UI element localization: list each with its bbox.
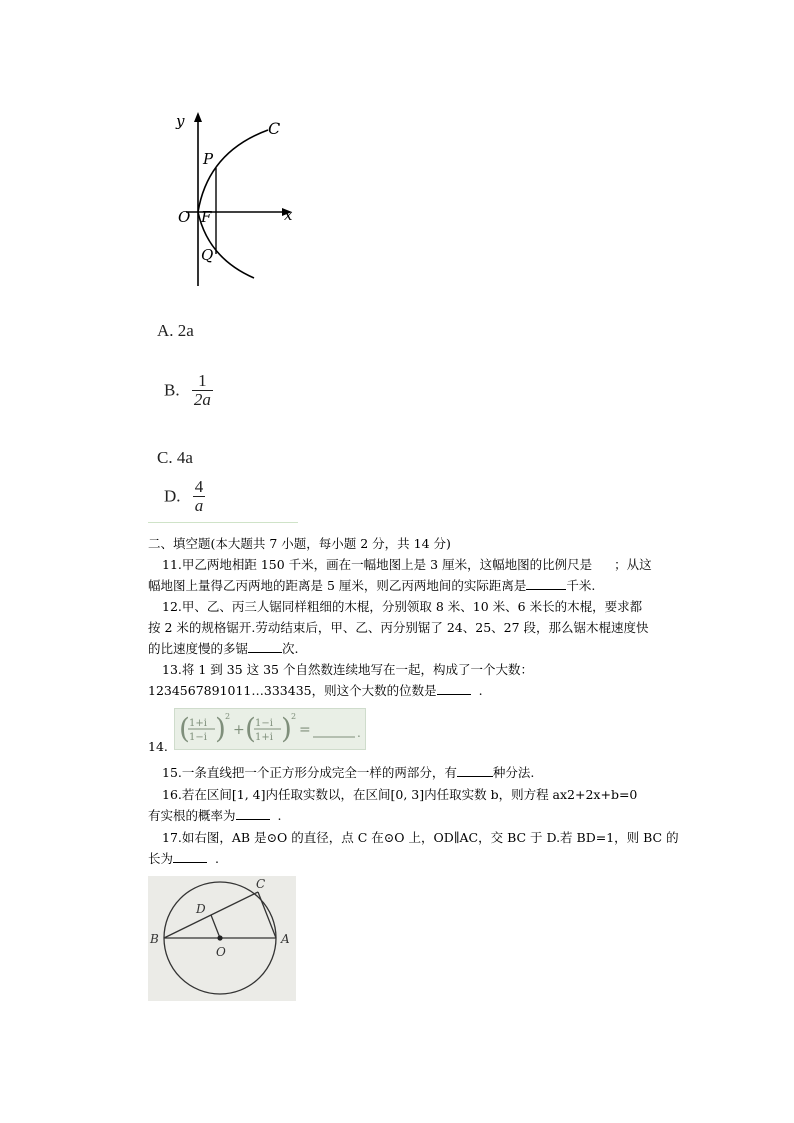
q17-blank[interactable] <box>173 849 207 863</box>
label-q: Q <box>201 246 214 264</box>
circle-figure <box>148 876 296 1001</box>
option-d-letter: D. <box>164 486 181 506</box>
q11-line2 <box>148 576 595 596</box>
q15-blank[interactable] <box>457 763 493 777</box>
label-d: D <box>196 902 206 916</box>
eq-paren-right-2: ) <box>281 712 292 745</box>
label-b: B <box>150 932 159 946</box>
option-b-numerator: 1 <box>192 372 213 391</box>
q16-blank[interactable] <box>236 806 270 820</box>
section-divider <box>148 522 298 523</box>
q13-line2 <box>148 681 483 701</box>
eq-paren-right-1: ) <box>215 712 226 745</box>
q11-text1: 11.甲乙两地相距 150 千米，画在一幅地图上是 3 厘米，这幅地图的比例尺是 <box>162 557 593 572</box>
q13-blank[interactable] <box>437 681 471 695</box>
q12-line3 <box>148 639 299 659</box>
q12-text3b: 次. <box>282 641 299 656</box>
q13-text2: 1234567891011…333435，则这个大数的位数是 <box>148 683 437 698</box>
q16-line1: 16.若在区间[1, 4]内任取实数以，在区间[0, 3]内任取实数 b，则方程 ax2+2x+b=0 <box>162 787 638 802</box>
label-x: x <box>284 206 293 224</box>
option-b-fraction <box>192 372 213 409</box>
q17-line2 <box>148 849 219 869</box>
eq-equals: = <box>299 722 311 738</box>
label-a: A <box>281 932 290 946</box>
eq-period: . <box>357 726 361 740</box>
q16-text2b: . <box>277 808 282 823</box>
q17-text2b: . <box>215 851 219 866</box>
q12-blank[interactable] <box>248 639 282 653</box>
option-b[interactable] <box>164 372 213 409</box>
q12-line1: 12.甲、乙、丙三人锯同样粗细的木棍，分别领取 8 米、10 米、6 米长的木棍，要求都 <box>162 599 643 614</box>
q16-text2: 有实根的概率为 <box>148 808 236 823</box>
option-d-numerator: 4 <box>194 477 204 496</box>
q12-text3: 的比速度慢的多锯 <box>148 641 249 656</box>
q16-line2 <box>148 806 282 826</box>
eq-exp-1: 2 <box>225 712 231 721</box>
q11-text2: 幅地图上量得乙丙两地的距离是 5 厘米，则乙丙两地间的实际距离是 <box>148 578 527 593</box>
q12-line2: 按 2 米的规格锯开.劳动结束后，甲、乙、丙分别锯了 24、25、27 段，那么锯木棍速度快 <box>148 620 649 635</box>
q11-text1b: ；从这 <box>614 557 652 572</box>
eq-paren-left-2: ( <box>245 712 256 745</box>
option-d-denominator: a <box>194 495 204 515</box>
q14-equation-image <box>174 708 366 750</box>
label-y: y <box>176 112 185 130</box>
parabola-figure <box>168 108 298 288</box>
q15-text: 15.一条直线把一个正方形分成完全一样的两部分，有 <box>162 765 457 780</box>
q11-blank1[interactable] <box>592 556 614 569</box>
label-o2: O <box>216 945 226 959</box>
q13-line1: 13.将 1 到 35 这 35 个自然数连续地写在一起，构成了一个大数： <box>162 662 533 677</box>
label-c2: C <box>256 877 266 891</box>
label-f: F <box>201 208 212 226</box>
y-axis-arrow <box>194 112 202 122</box>
label-o: O <box>178 208 191 226</box>
option-d[interactable] <box>164 478 205 515</box>
section-heading: 二、填空题(本大题共 7 小题，每小题 2 分，共 14 分) <box>148 536 451 551</box>
eq-paren-left-1: ( <box>179 712 190 745</box>
q13-text2b: . <box>478 683 483 698</box>
center-point <box>217 935 222 940</box>
eq-right-den: 1+i <box>255 732 273 743</box>
option-a[interactable]: A. 2a <box>157 321 194 340</box>
option-b-letter: B. <box>164 380 180 400</box>
eq-left-den: 1−i <box>189 732 207 743</box>
eq-left-num: 1+i <box>189 718 207 729</box>
q11-line1 <box>162 555 652 575</box>
eq-plus: + <box>233 722 245 738</box>
option-d-fraction <box>193 478 206 515</box>
eq-exp-2: 2 <box>291 712 297 721</box>
q15-line <box>162 763 534 783</box>
q17-text2: 长为 <box>148 851 174 866</box>
eq-right-num: 1−i <box>255 718 273 729</box>
segment-od <box>211 915 220 938</box>
q17-line1: 17.如右图，AB 是⊙O 的直径，点 C 在⊙O 上，OD∥AC，交 BC 于 D.若 BD=1，则 BC 的 <box>162 830 679 845</box>
chord-ac <box>258 892 276 938</box>
label-c: C <box>268 119 281 138</box>
label-p: P <box>203 150 214 168</box>
q14-label: 14. <box>148 739 168 754</box>
option-c[interactable]: C. 4a <box>157 448 193 467</box>
option-b-denominator: 2a <box>193 389 211 409</box>
q11-text2b: 千米. <box>566 578 596 593</box>
q11-blank2[interactable] <box>526 576 566 590</box>
q15-textb: 种分法. <box>492 765 535 780</box>
